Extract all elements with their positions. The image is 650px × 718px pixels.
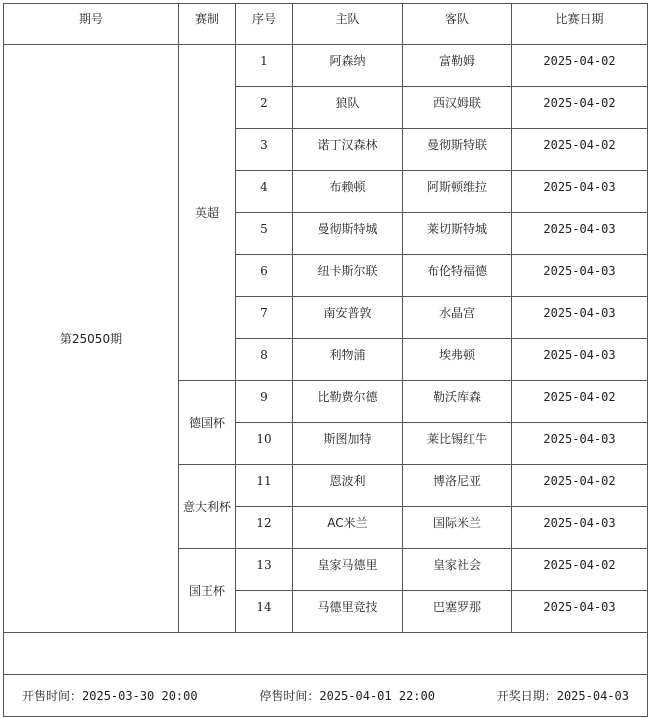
header-seq: 序号 — [236, 4, 293, 45]
away-team-cell: 巴塞罗那 — [403, 591, 512, 633]
header-date: 比赛日期 — [512, 4, 648, 45]
seq-cell: 10 — [236, 423, 293, 465]
league-cell-premier: 英超 — [179, 45, 236, 381]
seq-cell: 4 — [236, 171, 293, 213]
match-date-cell: 2025-04-02 — [512, 381, 648, 423]
home-team-cell: 狼队 — [293, 87, 403, 129]
header-row — [4, 4, 648, 45]
period-cell: 第25050期 — [4, 45, 179, 633]
match-schedule-table — [3, 3, 648, 717]
match-date-cell: 2025-04-03 — [512, 297, 648, 339]
away-team-cell: 阿斯顿维拉 — [403, 171, 512, 213]
away-team-cell: 埃弗顿 — [403, 339, 512, 381]
away-team-cell: 布伦特福德 — [403, 255, 512, 297]
home-team-cell: 斯图加特 — [293, 423, 403, 465]
seq-cell: 3 — [236, 129, 293, 171]
away-team-cell: 曼彻斯特联 — [403, 129, 512, 171]
seq-cell: 7 — [236, 297, 293, 339]
league-cell-dfb-pokal: 德国杯 — [179, 381, 236, 465]
header-league: 赛制 — [179, 4, 236, 45]
sale-stop-value: 2025-04-01 22:00 — [319, 689, 435, 703]
away-team-cell: 皇家社会 — [403, 549, 512, 591]
seq-cell: 11 — [236, 465, 293, 507]
away-team-cell: 勒沃库森 — [403, 381, 512, 423]
home-team-cell: 恩波利 — [293, 465, 403, 507]
home-team-cell: 皇家马德里 — [293, 549, 403, 591]
sale-info — [4, 675, 647, 716]
away-team-cell: 博洛尼亚 — [403, 465, 512, 507]
home-team-cell: 利物浦 — [293, 339, 403, 381]
league-cell-copa-del-rey: 国王杯 — [179, 549, 236, 633]
sale-start-value: 2025-03-30 20:00 — [82, 689, 198, 703]
header-home: 主队 — [293, 4, 403, 45]
match-date-cell: 2025-04-03 — [512, 255, 648, 297]
match-date-cell: 2025-04-02 — [512, 549, 648, 591]
sale-start-label: 开售时间： — [22, 689, 83, 703]
seq-cell: 8 — [236, 339, 293, 381]
header-away: 客队 — [403, 4, 512, 45]
away-team-cell: 西汉姆联 — [403, 87, 512, 129]
match-date-cell: 2025-04-02 — [512, 465, 648, 507]
league-cell-coppa-italia: 意大利杯 — [179, 465, 236, 549]
away-team-cell: 莱比锡红牛 — [403, 423, 512, 465]
draw-date-label: 开奖日期： — [496, 689, 557, 703]
home-team-cell: 比勒费尔德 — [293, 381, 403, 423]
match-date-cell: 2025-04-03 — [512, 339, 648, 381]
table-row — [4, 45, 648, 87]
seq-cell: 9 — [236, 381, 293, 423]
away-team-cell: 莱切斯特城 — [403, 213, 512, 255]
match-date-cell: 2025-04-03 — [512, 591, 648, 633]
seq-cell: 2 — [236, 87, 293, 129]
home-team-cell: 马德里竞技 — [293, 591, 403, 633]
seq-cell: 13 — [236, 549, 293, 591]
seq-cell: 1 — [236, 45, 293, 87]
blank-cell — [4, 633, 648, 675]
sale-stop — [259, 687, 435, 704]
seq-cell: 5 — [236, 213, 293, 255]
home-team-cell: AC米兰 — [293, 507, 403, 549]
away-team-cell: 水晶宫 — [403, 297, 512, 339]
match-date-cell: 2025-04-03 — [512, 507, 648, 549]
match-date-cell: 2025-04-03 — [512, 213, 648, 255]
match-date-cell: 2025-04-03 — [512, 423, 648, 465]
away-team-cell: 国际米兰 — [403, 507, 512, 549]
match-date-cell: 2025-04-02 — [512, 45, 648, 87]
sale-start — [22, 687, 198, 704]
match-date-cell: 2025-04-02 — [512, 129, 648, 171]
blank-row — [4, 633, 648, 675]
home-team-cell: 曼彻斯特城 — [293, 213, 403, 255]
match-date-cell: 2025-04-02 — [512, 87, 648, 129]
sale-stop-label: 停售时间： — [259, 689, 320, 703]
draw-date-value: 2025-04-03 — [556, 689, 629, 703]
header-period: 期号 — [4, 4, 179, 45]
seq-cell: 6 — [236, 255, 293, 297]
seq-cell: 12 — [236, 507, 293, 549]
seq-cell: 14 — [236, 591, 293, 633]
home-team-cell: 纽卡斯尔联 — [293, 255, 403, 297]
home-team-cell: 诺丁汉森林 — [293, 129, 403, 171]
home-team-cell: 南安普敦 — [293, 297, 403, 339]
away-team-cell: 富勒姆 — [403, 45, 512, 87]
draw-date — [497, 687, 629, 704]
match-date-cell: 2025-04-03 — [512, 171, 648, 213]
home-team-cell: 布赖顿 — [293, 171, 403, 213]
footer-cell — [4, 675, 648, 717]
home-team-cell: 阿森纳 — [293, 45, 403, 87]
footer-row — [4, 675, 648, 717]
